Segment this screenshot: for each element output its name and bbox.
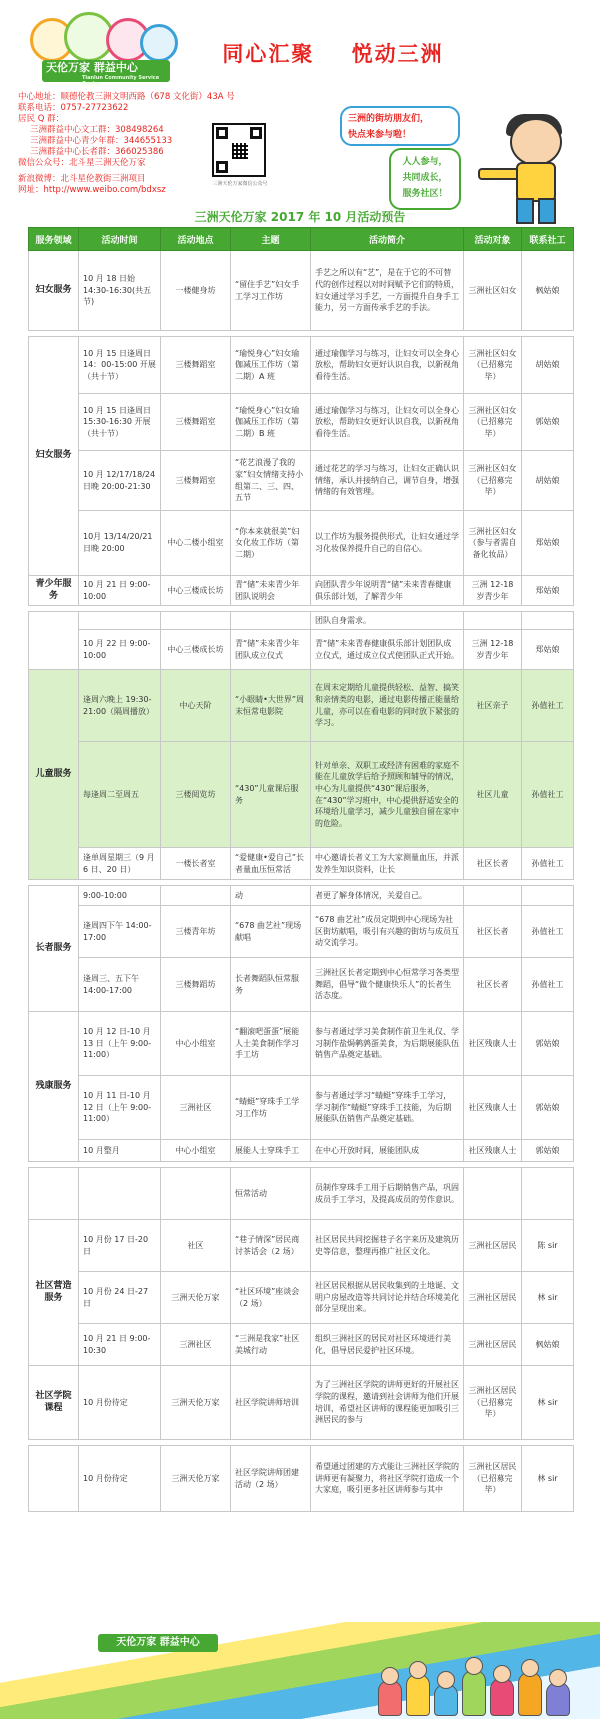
cell-domain: 妇女服务 bbox=[29, 337, 79, 576]
cell-target: 三洲社区妇女（已招募完毕） bbox=[464, 451, 522, 511]
info-qq-youth: 三洲群益中心青少年群：344655133 bbox=[30, 136, 173, 146]
cell-worker: 林 sir bbox=[522, 1446, 574, 1512]
info-qq-volunteer: 三洲群益中心文工群：308498264 bbox=[30, 125, 164, 135]
cell-time: 10月 13/14/20/21 日晚 20:00 bbox=[79, 511, 161, 576]
col-header-theme: 主题 bbox=[231, 228, 311, 251]
cell-desc: 通过瑜伽学习与练习，让妇女可以全身心放松，帮助妇女更好认识自我，以新视角看待生活。 bbox=[311, 394, 464, 451]
cell-time: 逢周四下午 14:00-17:00 bbox=[79, 906, 161, 958]
cell-time: 每逢周二至周五 bbox=[79, 742, 161, 848]
cell-place: 三楼舞蹈室 bbox=[161, 337, 231, 394]
cell-place: 中心三楼成长坊 bbox=[161, 576, 231, 606]
cell-theme: “爱健康•爱自己”长者量血压恒常活 bbox=[231, 848, 311, 880]
footer-logo: 天伦万家 群益中心 bbox=[98, 1634, 218, 1652]
cell-place: 一楼长者室 bbox=[161, 848, 231, 880]
cell-target: 三洲社区妇女 bbox=[464, 251, 522, 331]
cell-time: 逢周六晚上 19:30-21:00（隔周播放） bbox=[79, 670, 161, 742]
cell-worker: 孙值社工 bbox=[522, 958, 574, 1012]
cell-empty bbox=[522, 886, 574, 906]
cell-desc: 为了三洲社区学院的讲师更好的开展社区学院的课程，邀请到社会讲师为他们开展培训，希望社区讲师的课程能更加吸引三洲居民的参与 bbox=[311, 1366, 464, 1440]
cell-worker: 郭姑娘 bbox=[522, 394, 574, 451]
cell-place: 三楼青年坊 bbox=[161, 906, 231, 958]
cell-desc: “678 曲艺社”成员定期到中心现场为社区街坊献唱，吸引有兴趣的街坊与成员互动交流学习。 bbox=[311, 906, 464, 958]
cell-theme: 青“储”未来青少年团队成立仪式 bbox=[231, 630, 311, 670]
table-row bbox=[29, 576, 574, 606]
cell-empty bbox=[79, 612, 161, 630]
cell-target: 三洲社区妇女（已招募完毕） bbox=[464, 337, 522, 394]
cell-desc: 中心邀请长者义工为大家测量血压，并派发养生知识资料，让长 bbox=[311, 848, 464, 880]
col-header-target: 活动对象 bbox=[464, 228, 522, 251]
cell-target: 社区儿童 bbox=[464, 742, 522, 848]
speech-bubble-slogan bbox=[389, 148, 461, 210]
cell-domain: 残康服务 bbox=[29, 1012, 79, 1162]
cell-desc: 社区居民共同挖掘巷子名字来历及建筑历史等信息，整理再推广社区文化。 bbox=[311, 1220, 464, 1272]
logo-bar bbox=[42, 60, 170, 87]
cell-theme: 长者舞蹈队恒常服务 bbox=[231, 958, 311, 1012]
bubble-line: 服务社区！ bbox=[402, 189, 448, 199]
cell-time: 10 月 21 日 9:00-10:00 bbox=[79, 576, 161, 606]
cell-domain: 青少年服务 bbox=[29, 576, 79, 606]
cell-worker: 孙值社工 bbox=[522, 742, 574, 848]
page-footer bbox=[0, 1622, 600, 1719]
cell-place: 三楼阅览坊 bbox=[161, 742, 231, 848]
cell-target: 社区亲子 bbox=[464, 670, 522, 742]
table-row bbox=[29, 848, 574, 880]
cell-place: 三洲社区 bbox=[161, 1324, 231, 1366]
cell-theme: “翻滚吧蛋蛋”展能人士美食制作学习手工坊 bbox=[231, 1012, 311, 1076]
cell-target: 三洲社区居民（已招募完毕） bbox=[464, 1446, 522, 1512]
cell-target: 社区残康人士 bbox=[464, 1012, 522, 1076]
cell-desc: 组织三洲社区的居民对社区环境进行美化，倡导居民爱护社区环境。 bbox=[311, 1324, 464, 1366]
table-row bbox=[29, 670, 574, 742]
cell-theme: “留住手艺”妇女手工学习工作坊 bbox=[231, 251, 311, 331]
cell-worker: 胡姑娘 bbox=[522, 451, 574, 511]
cell-empty bbox=[161, 1168, 231, 1220]
cell-worker: 林 sir bbox=[522, 1366, 574, 1440]
cell-place: 三洲社区 bbox=[161, 1076, 231, 1140]
cell-place: 三洲天伦万家 bbox=[161, 1272, 231, 1324]
cell-desc: 员制作穿珠手工用于后期销售产品，巩固成员手工学习，及提高成员的劳作意识。 bbox=[311, 1168, 464, 1220]
cell-desc: 针对单亲、双职工或经济有困难的家庭不能在儿童放学后给予照顾和辅导的情况，中心为儿童提供“430”课后服务，在“430”学习班中，中心提供舒适安全的环境给儿童学习，减少儿童独自留在家中的危险。 bbox=[311, 742, 464, 848]
cell-worker: 枫姑娘 bbox=[522, 251, 574, 331]
qr-caption: 三洲天伦万家微信公众号 bbox=[212, 181, 268, 187]
cell-time: 10 月 15 日逢周日 15:30-16:30 开展（共十节） bbox=[79, 394, 161, 451]
cell-time: 10 月 11 日-10 月 12 日（上午 9:00-11:00） bbox=[79, 1076, 161, 1140]
table-row bbox=[29, 630, 574, 670]
cell-desc: 手艺之所以有“艺”，是在于它的不可替代的创作过程以对时间赋予它们的特质，妇女通过学习手艺，一方面提升自身手工能力，另一方面传承手艺的手法。 bbox=[311, 251, 464, 331]
center-logo bbox=[28, 6, 188, 88]
cell-theme: 社区学院讲师团建活动（2 场） bbox=[231, 1446, 311, 1512]
cell-place: 中心天阶 bbox=[161, 670, 231, 742]
cell-place: 中心二楼小组室 bbox=[161, 511, 231, 576]
cell-target: 三洲社区居民 bbox=[464, 1324, 522, 1366]
col-header-domain: 服务领域 bbox=[29, 228, 79, 251]
activity-schedule-table bbox=[28, 227, 574, 1512]
col-header-worker: 联系社工 bbox=[522, 228, 574, 251]
cell-desc: 在中心开放时间，展能团队成 bbox=[311, 1140, 464, 1162]
cell-desc: 参与者通过学习“蜻蜓”穿珠手工学习，学习制作“蜻蜓”穿珠手工技能，为后期展能队伍销售产品奠定基础。 bbox=[311, 1076, 464, 1140]
cell-time: 10 月 22 日 9:00-10:00 bbox=[79, 630, 161, 670]
cell-desc: 向团队青少年说明青“储”未来青春健康俱乐部计划，了解青少年 bbox=[311, 576, 464, 606]
table-row bbox=[29, 1446, 574, 1512]
info-wechat: 微信公众号：北斗星三洲天伦万家 bbox=[18, 158, 146, 168]
cell-target: 三洲社区居民 bbox=[464, 1220, 522, 1272]
cell-theme: “社区环境”座谈会（2 场） bbox=[231, 1272, 311, 1324]
cell-place: 三楼舞蹈室 bbox=[161, 451, 231, 511]
cell-target: 三洲 12-18 岁青少年 bbox=[464, 630, 522, 670]
cell-target: 社区残康人士 bbox=[464, 1076, 522, 1140]
cell-time: 10 月份待定 bbox=[79, 1446, 161, 1512]
cell-time: 10 月 18 日始 14:30-16:30(共五节) bbox=[79, 251, 161, 331]
info-address: 中心地址：顺德伦教三洲文明西路（678 文化街）43A 号 bbox=[18, 92, 235, 102]
cell-worker: 郑姑娘 bbox=[522, 630, 574, 670]
cell-theme: “你本来就很美”妇女化妆工作坊（第二期） bbox=[231, 511, 311, 576]
table-row bbox=[29, 886, 574, 906]
logo-sun-blue bbox=[140, 24, 178, 62]
cell-place: 社区 bbox=[161, 1220, 231, 1272]
cell-desc: 在周末定期给儿童提供轻松、益智、搞笑和亲情类的电影，通过电影传播正能量给儿童，亦可以在看电影的同时放下紧张的学习。 bbox=[311, 670, 464, 742]
cell-desc: 以工作坊为服务提供形式，让妇女通过学习化妆保养提升自己的自信心。 bbox=[311, 511, 464, 576]
cell-theme: “花艺浪漫了我的家”妇女情绪支持小组第二、三、四、五节 bbox=[231, 451, 311, 511]
cell-desc: 团队自身需求。 bbox=[311, 612, 464, 630]
cell-domain-empty bbox=[29, 1168, 79, 1220]
cell-time: 10 月 12 日-10 月 13 日（上午 9:00-11:00） bbox=[79, 1012, 161, 1076]
cell-time: 10 月 12/17/18/24 日晚 20:00-21:30 bbox=[79, 451, 161, 511]
cell-worker: 孙值社工 bbox=[522, 670, 574, 742]
cell-desc: 希望通过团建的方式能让三洲社区学院的讲师更有凝聚力，将社区学院打造成一个大家庭，吸引更多社区讲师参与其中 bbox=[311, 1446, 464, 1512]
cell-target: 三洲 12-18 岁青少年 bbox=[464, 576, 522, 606]
cell-domain: 长者服务 bbox=[29, 886, 79, 1012]
table-row bbox=[29, 1012, 574, 1076]
table-row bbox=[29, 1324, 574, 1366]
table-row bbox=[29, 612, 574, 630]
cell-time: 9:00-10:00 bbox=[79, 886, 161, 906]
table-row bbox=[29, 1220, 574, 1272]
cell-time: 10 月份 24 日-27 日 bbox=[79, 1272, 161, 1324]
table-header-row bbox=[29, 228, 574, 251]
logo-subtext: Tianlun Community Service Center bbox=[82, 75, 160, 87]
cell-domain: 妇女服务 bbox=[29, 251, 79, 331]
cell-worker: 枫姑娘 bbox=[522, 1324, 574, 1366]
cell-theme: 恒常活动 bbox=[231, 1168, 311, 1220]
info-phone: 联系电话：0757-27723622 bbox=[18, 103, 129, 113]
cell-empty bbox=[161, 612, 231, 630]
cell-theme: “678 曲艺社”现场献唱 bbox=[231, 906, 311, 958]
table-row bbox=[29, 742, 574, 848]
table-row bbox=[29, 1366, 574, 1440]
cell-empty bbox=[464, 886, 522, 906]
table-row bbox=[29, 1168, 574, 1220]
cell-place: 三楼舞蹈坊 bbox=[161, 958, 231, 1012]
cell-empty bbox=[522, 1168, 574, 1220]
table-row bbox=[29, 1272, 574, 1324]
cell-place: 中心三楼成长坊 bbox=[161, 630, 231, 670]
cell-desc: 青“储”未来青春健康俱乐部计划团队成立仪式，通过成立仪式使团队正式开始。 bbox=[311, 630, 464, 670]
cell-empty bbox=[231, 612, 311, 630]
info-website[interactable]: 网址：http://www.weibo.com/bdxsz bbox=[18, 185, 166, 195]
cell-target: 三洲社区妇女（参与者需自备化妆品） bbox=[464, 511, 522, 576]
cell-empty bbox=[161, 886, 231, 906]
cell-time: 10 月份待定 bbox=[79, 1366, 161, 1440]
cell-domain: 社区营造服务 bbox=[29, 1220, 79, 1366]
cell-worker: 孙值社工 bbox=[522, 848, 574, 880]
cell-worker: 陈 sir bbox=[522, 1220, 574, 1272]
cell-worker: 郭姑娘 bbox=[522, 1076, 574, 1140]
cell-worker: 郭姑娘 bbox=[522, 1012, 574, 1076]
cell-worker: 郭姑娘 bbox=[522, 1140, 574, 1162]
cell-time: 10 月份 17 日-20 日 bbox=[79, 1220, 161, 1272]
cell-theme: “430”儿童课后服务 bbox=[231, 742, 311, 848]
cell-domain-empty bbox=[29, 1446, 79, 1512]
speech-bubble-invite bbox=[340, 106, 460, 146]
info-qq-heading: 居民 Q 群： bbox=[18, 114, 65, 124]
cell-domain-empty bbox=[29, 612, 79, 670]
cell-empty bbox=[464, 1168, 522, 1220]
col-header-place: 活动地点 bbox=[161, 228, 231, 251]
table-row bbox=[29, 906, 574, 958]
col-header-time: 活动时间 bbox=[79, 228, 161, 251]
cell-place: 一楼健身坊 bbox=[161, 251, 231, 331]
cell-desc: 参与者通过学习美食制作前卫生礼仪、学习制作盐焗鹌鹑蛋美食，为后期展能队伍销售产品奠定基础。 bbox=[311, 1012, 464, 1076]
cell-domain: 社区学院课程 bbox=[29, 1366, 79, 1440]
cell-target: 社区长者 bbox=[464, 906, 522, 958]
schedule-title: 三洲天伦万家 2017 年 10 月活动预告 bbox=[194, 210, 406, 224]
cell-theme: 青“储”未来青少年团队说明会 bbox=[231, 576, 311, 606]
cell-theme: “瑜悦身心”妇女瑜伽减压工作坊（第二期）A 班 bbox=[231, 337, 311, 394]
cell-worker: 郑姑娘 bbox=[522, 576, 574, 606]
cell-worker: 郑姑娘 bbox=[522, 511, 574, 576]
bubble-line: 人人参与， bbox=[402, 157, 448, 167]
table-row bbox=[29, 958, 574, 1012]
cell-theme: “瑜悦身心”妇女瑜伽减压工作坊（第二期）B 班 bbox=[231, 394, 311, 451]
cell-place: 中心小组室 bbox=[161, 1012, 231, 1076]
table-row bbox=[29, 337, 574, 394]
cell-time: 逢单周星期三（9 月 6 日、20 日） bbox=[79, 848, 161, 880]
cell-theme: “小眼睛•大世界”周末恒常电影院 bbox=[231, 670, 311, 742]
page-header bbox=[0, 0, 600, 225]
cell-domain: 儿童服务 bbox=[29, 670, 79, 880]
cell-theme: “蜻蜓”穿珠手工学习工作坊 bbox=[231, 1076, 311, 1140]
bubble-line: 共同成长， bbox=[402, 173, 448, 183]
cell-empty bbox=[464, 612, 522, 630]
bubble-line: 三洲的街坊朋友们， bbox=[348, 114, 430, 124]
cell-place: 三洲天伦万家 bbox=[161, 1366, 231, 1440]
logo-text: 天伦万家 群益中心 bbox=[46, 61, 138, 74]
cell-target: 三洲社区居民（已招募完毕） bbox=[464, 1366, 522, 1440]
cell-theme: 动 bbox=[231, 886, 311, 906]
cell-desc: 通过瑜伽学习与练习，让妇女可以全身心放松，帮助妇女更好认识自我，以新视角看待生活。 bbox=[311, 337, 464, 394]
cell-empty bbox=[79, 1168, 161, 1220]
table-row bbox=[29, 1076, 574, 1140]
table-row bbox=[29, 451, 574, 511]
cell-place: 中心小组室 bbox=[161, 1140, 231, 1162]
cell-time: 10 月 15 日逢周日 14：00-15:00 开展（共十节） bbox=[79, 337, 161, 394]
cell-target: 社区长者 bbox=[464, 848, 522, 880]
cell-time: 10 月 21 日 9:00-10:30 bbox=[79, 1324, 161, 1366]
cell-place: 三洲天伦万家 bbox=[161, 1446, 231, 1512]
cell-theme: “巷子情深”居民商讨茶话会（2 场） bbox=[231, 1220, 311, 1272]
page-title: 同心汇聚 悦动三洲 bbox=[222, 42, 444, 66]
cell-theme: 展能人士穿珠手工 bbox=[231, 1140, 311, 1162]
cell-worker: 孙值社工 bbox=[522, 906, 574, 958]
cell-theme: “三洲是我家”社区美城行动 bbox=[231, 1324, 311, 1366]
cartoon-kid-illustration bbox=[476, 112, 596, 222]
cartoon-people-illustration bbox=[372, 1650, 582, 1716]
cell-target: 三洲社区居民 bbox=[464, 1272, 522, 1324]
col-header-desc: 活动简介 bbox=[311, 228, 464, 251]
cell-target: 社区残康人士 bbox=[464, 1140, 522, 1162]
table-row bbox=[29, 1140, 574, 1162]
cell-desc: 通过花艺的学习与练习，让妇女正确认识情绪，承认并接纳自己，调节自身，增强情绪的有效管理。 bbox=[311, 451, 464, 511]
info-weibo: 新浪微博：北斗星伦教街三洲项目 bbox=[18, 174, 146, 184]
cell-time: 10 月整月 bbox=[79, 1140, 161, 1162]
table-row bbox=[29, 394, 574, 451]
wechat-qr-code bbox=[212, 123, 266, 177]
info-qq-elderly: 三洲群益中心长者群：366025386 bbox=[30, 147, 164, 157]
cell-empty bbox=[522, 612, 574, 630]
cell-desc: 者更了解身体情况，关爱自己。 bbox=[311, 886, 464, 906]
cell-theme: 社区学院讲师培训 bbox=[231, 1366, 311, 1440]
cell-desc: 社区居民根据从居民收集到的土地诞、文明户房屋改造等共同讨论并结合环境美化部分呈现出来。 bbox=[311, 1272, 464, 1324]
table-row bbox=[29, 251, 574, 331]
bubble-line: 快点来参与啦！ bbox=[348, 130, 412, 140]
cell-worker: 胡姑娘 bbox=[522, 337, 574, 394]
cell-worker: 林 sir bbox=[522, 1272, 574, 1324]
cell-target: 三洲社区妇女（已招募完毕） bbox=[464, 394, 522, 451]
cell-place: 三楼舞蹈室 bbox=[161, 394, 231, 451]
table-row bbox=[29, 511, 574, 576]
cell-time: 逢周三、五下午 14:00-17:00 bbox=[79, 958, 161, 1012]
cell-desc: 三洲社区长者定期到中心恒常学习各类型舞蹈，倡导“做个健康快乐人”的长者生活态度。 bbox=[311, 958, 464, 1012]
cell-target: 社区长者 bbox=[464, 958, 522, 1012]
